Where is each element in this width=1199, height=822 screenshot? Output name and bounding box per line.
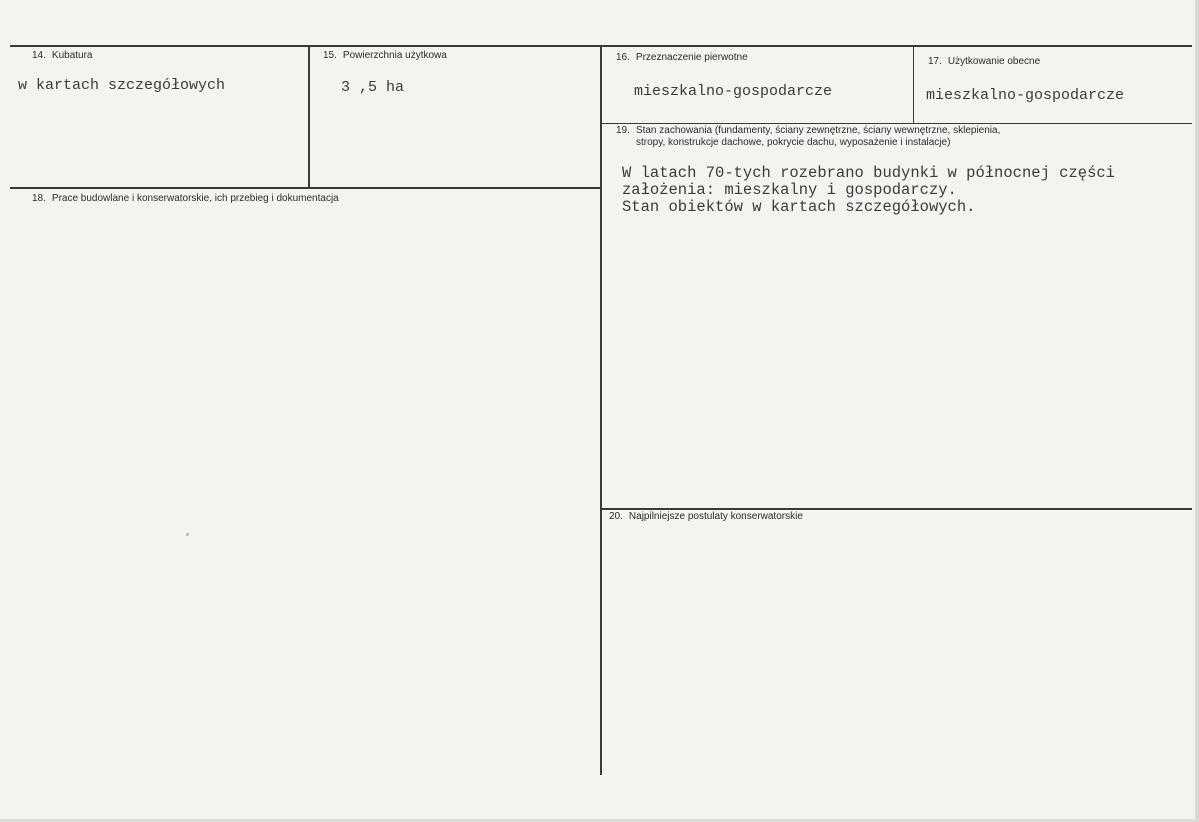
field-19-number: 19. <box>616 125 630 136</box>
field-15-value: 3 ,5 ha <box>341 79 405 96</box>
field-20-number: 20. <box>609 511 623 522</box>
field-16-value: mieszkalno-gospodarcze <box>634 83 833 100</box>
field-14-value: w kartach szczegółowych <box>18 77 226 94</box>
field-18-label <box>32 193 339 204</box>
field-19-value-line-3: Stan obiektów w kartach szczegółowych. <box>622 198 976 216</box>
field-16-label <box>616 52 748 63</box>
line-under-14-15 <box>10 187 601 189</box>
page-edge-right <box>1195 0 1199 822</box>
field-20-title: Najpilniejsze postulaty konserwatorskie <box>628 511 803 522</box>
field-19-title-line-1: Stan zachowania (fundamenty, ściany zewnętrzne, ściany wewnętrzne, sklepienia, <box>635 125 1001 136</box>
field-14-label <box>32 50 93 61</box>
line-under-16-17 <box>601 123 1192 124</box>
field-14-number: 14. <box>32 50 46 61</box>
field-17-number: 17. <box>928 56 942 67</box>
field-15-number: 15. <box>323 50 337 61</box>
field-20-label <box>609 511 803 522</box>
field-17-value: mieszkalno-gospodarcze <box>926 87 1125 104</box>
field-15-title: Powierzchnia użytkowa <box>342 50 447 61</box>
divider-14-15 <box>308 45 310 188</box>
field-19-label <box>616 125 1000 136</box>
field-17-title: Użytkowanie obecne <box>947 56 1041 67</box>
field-14-title: Kubatura <box>51 50 93 61</box>
field-16-title: Przeznaczenie pierwotne <box>635 52 748 63</box>
divider-center <box>600 45 602 775</box>
paper-speck <box>186 533 189 536</box>
field-15-label <box>323 50 447 61</box>
field-17-label <box>928 56 1040 67</box>
field-19-value-line-1: W latach 70-tych rozebrano budynki w północnej części <box>622 164 1115 182</box>
field-18-title: Prace budowlane i konserwatorskie, ich przebieg i dokumentacja <box>51 193 339 204</box>
field-16-number: 16. <box>616 52 630 63</box>
line-above-20 <box>601 508 1192 510</box>
field-19-value-line-2: założenia: mieszkalny i gospodarczy. <box>622 181 957 199</box>
divider-16-17 <box>913 45 914 123</box>
field-18-number: 18. <box>32 193 46 204</box>
field-19-label-line-2: stropy, konstrukcje dachowe, pokrycie dachu, wyposażenie i instalacje) <box>636 137 951 148</box>
